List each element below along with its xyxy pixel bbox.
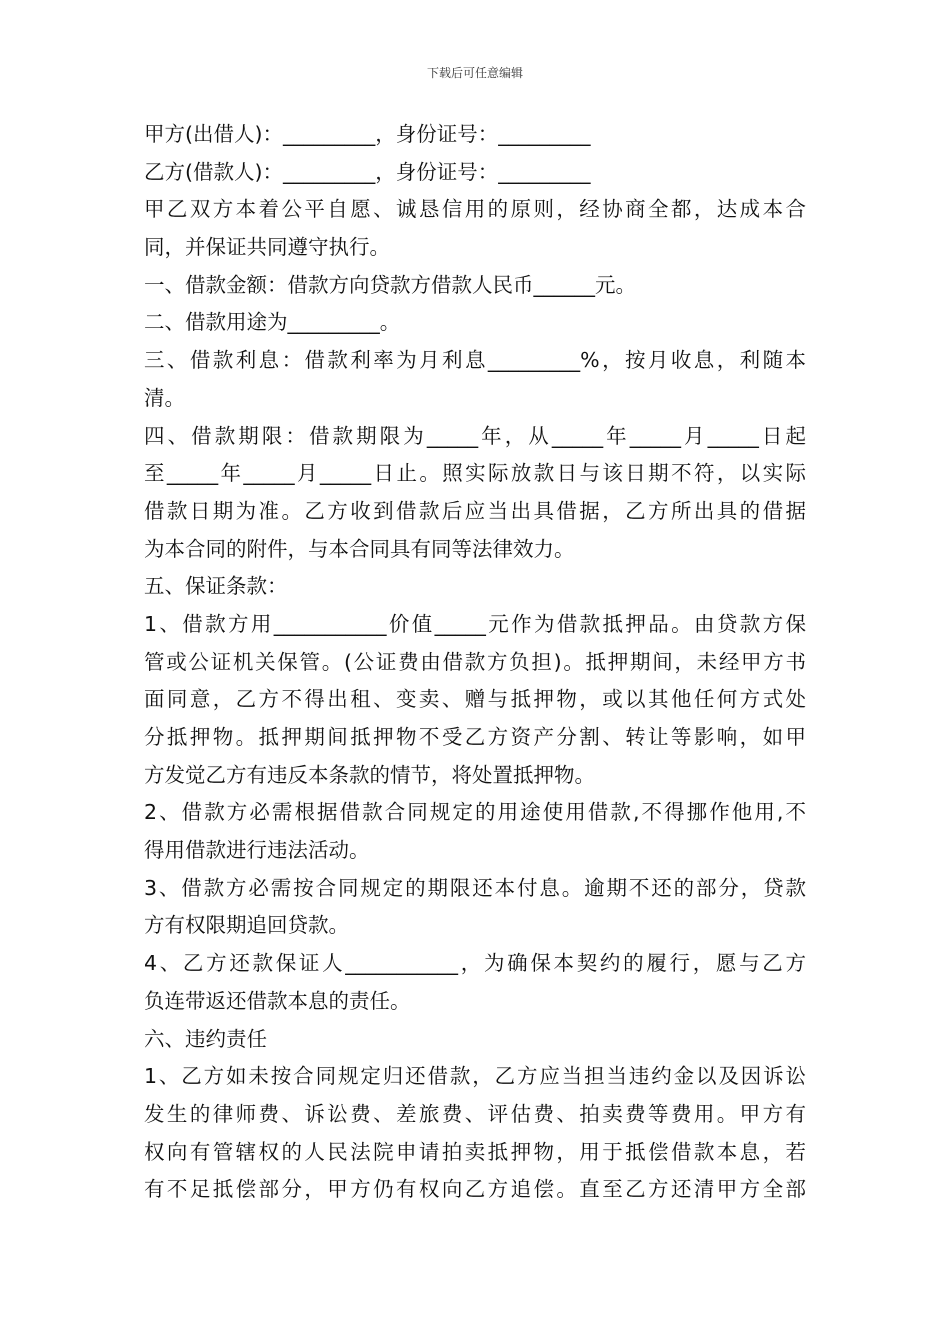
section-heading-purpose: 二、借款用途为_________。 [144, 310, 401, 335]
clause-line: 面同意，乙方不得出租、变卖、赠与抵押物，或以其他任何方式处 [144, 687, 806, 712]
text-line: 甲乙双方本着公平自愿、诚恳信用的原则，经协商全都，达成本合 [144, 197, 806, 222]
section-heading-liability: 六、违约责任 [144, 1026, 267, 1051]
party-a-line: 甲方(出借人)：_________，身份证号：_________ [144, 122, 591, 146]
section-heading-guarantee: 五、保证条款： [144, 574, 288, 599]
section-heading-term: 四、借款期限：借款期限为_____年，从_____年_____月_____日起 [144, 423, 806, 448]
text-line: 借款日期为准。乙方收到借款后应当出具借据，乙方所出具的借据 [144, 498, 806, 523]
clause-line: 1、乙方如未按合同规定归还借款，乙方应当担当违约金以及因诉讼 [144, 1064, 806, 1089]
text-line: 为本合同的附件，与本合同具有同等法律效力。 [144, 536, 575, 561]
clause-line: 得用借款进行违法活动。 [144, 838, 370, 863]
clause-line: 4、乙方还款保证人___________，为确保本契约的履行，愿与乙方 [144, 951, 806, 976]
clause-line: 1、借款方用___________价值_____元作为借款抵押品。由贷款方保 [144, 611, 806, 636]
party-b-line: 乙方(借款人)：_________，身份证号：_________ [144, 159, 591, 184]
section-heading-interest: 三、借款利息：借款利率为月利息_________%，按月收息，利随本 [144, 348, 806, 373]
text-line: 至_____年_____月_____日止。照实际放款日与该日期不符，以实际 [144, 461, 806, 486]
clause-line: 3、借款方必需按合同规定的期限还本付息。逾期不还的部分，贷款 [144, 875, 806, 900]
text-line: 同，并保证共同遵守执行。 [144, 235, 390, 260]
text-line: 清。 [144, 385, 185, 410]
clause-line: 方发觉乙方有违反本条款的情节，将处置抵押物。 [144, 762, 595, 787]
clause-line: 有不足抵偿部分，甲方仍有权向乙方追偿。直至乙方还清甲方全部 [144, 1177, 806, 1202]
clause-line: 权向有管辖权的人民法院申请拍卖抵押物，用于抵偿借款本息，若 [144, 1139, 806, 1164]
clause-line: 2、借款方必需根据借款合同规定的用途使用借款,不得挪作他用,不 [144, 800, 806, 825]
clause-line: 方有权限期追回贷款。 [144, 913, 349, 938]
section-heading-amount: 一、借款金额：借款方向贷款方借款人民币______元。 [144, 272, 636, 297]
clause-line: 负连带返还借款本息的责任。 [144, 988, 411, 1013]
clause-line: 发生的律师费、诉讼费、差旅费、评估费、拍卖费等费用。甲方有 [144, 1101, 806, 1126]
clause-line: 管或公证机关保管。(公证费由借款方负担)。抵押期间，未经甲方书 [144, 649, 806, 674]
page-header-note: 下载后可任意编辑 [426, 66, 523, 80]
contract-body [144, 116, 806, 1209]
clause-line: 分抵押物。抵押期间抵押物不受乙方资产分割、转让等影响，如甲 [144, 725, 806, 749]
